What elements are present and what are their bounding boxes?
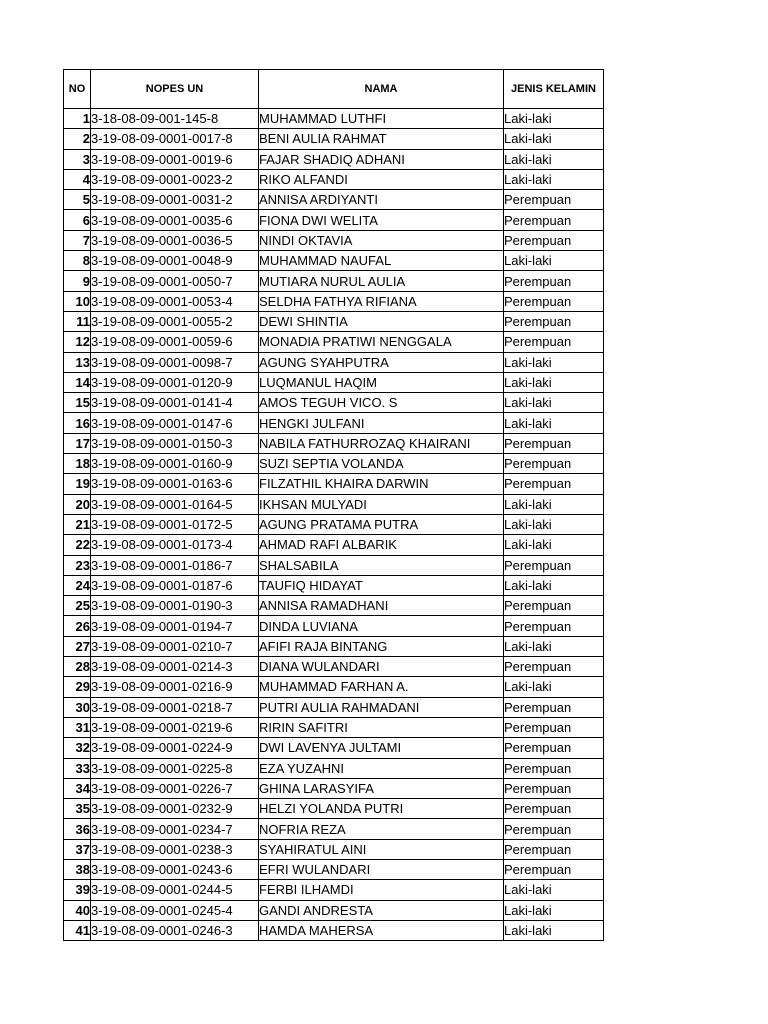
row-nama-cell: SUZI SEPTIA VOLANDA [259,454,504,474]
table-row [64,109,604,129]
table-row [64,677,604,697]
row-nopes-cell: 3-19-08-09-0001-0053-4 [91,291,259,311]
row-jenis-kelamin-cell: Perempuan [504,210,604,230]
row-nopes-cell: 3-19-08-09-0001-0214-3 [91,657,259,677]
row-no-cell: 28 [64,657,91,677]
row-nopes-cell: 3-19-08-09-0001-0245-4 [91,900,259,920]
row-jenis-kelamin-cell: Perempuan [504,758,604,778]
row-no-cell: 39 [64,880,91,900]
row-nopes-cell: 3-19-08-09-0001-0050-7 [91,271,259,291]
row-no-cell: 25 [64,596,91,616]
row-no-cell: 18 [64,454,91,474]
row-nama-cell: GHINA LARASYIFA [259,778,504,798]
row-nopes-cell: 3-19-08-09-0001-0173-4 [91,535,259,555]
table-row [64,636,604,656]
row-jenis-kelamin-cell: Laki-laki [504,920,604,940]
row-no-cell: 11 [64,311,91,331]
row-nama-cell: AHMAD RAFI ALBARIK [259,535,504,555]
row-nopes-cell: 3-19-08-09-0001-0164-5 [91,494,259,514]
table-row [64,717,604,737]
row-nama-cell: NABILA FATHURROZAQ KHAIRANI [259,433,504,453]
table-row [64,819,604,839]
table-row [64,758,604,778]
row-nopes-cell: 3-19-08-09-0001-0163-6 [91,474,259,494]
table-header [64,70,604,109]
row-jenis-kelamin-cell: Perempuan [504,311,604,331]
table-row [64,129,604,149]
table-row [64,839,604,859]
row-jenis-kelamin-cell: Perempuan [504,778,604,798]
table-row [64,575,604,595]
row-no-cell: 13 [64,352,91,372]
row-no-cell: 41 [64,920,91,940]
table-row [64,859,604,879]
row-no-cell: 4 [64,169,91,189]
row-jenis-kelamin-cell: Laki-laki [504,372,604,392]
table-row [64,474,604,494]
row-jenis-kelamin-cell: Perempuan [504,799,604,819]
row-jenis-kelamin-cell: Laki-laki [504,169,604,189]
table-row [64,230,604,250]
table-row [64,291,604,311]
row-nama-cell: LUQMANUL HAQIM [259,372,504,392]
row-jenis-kelamin-cell: Laki-laki [504,900,604,920]
row-nopes-cell: 3-19-08-09-0001-0218-7 [91,697,259,717]
row-jenis-kelamin-cell: Perempuan [504,291,604,311]
row-nopes-cell: 3-19-08-09-0001-0187-6 [91,575,259,595]
table-row [64,413,604,433]
row-nopes-cell: 3-19-08-09-0001-0216-9 [91,677,259,697]
row-nama-cell: HENGKI JULFANI [259,413,504,433]
row-nama-cell: DINDA LUVIANA [259,616,504,636]
row-jenis-kelamin-cell: Laki-laki [504,514,604,534]
row-jenis-kelamin-cell: Perempuan [504,433,604,453]
row-nama-cell: HAMDA MAHERSA [259,920,504,940]
row-nopes-cell: 3-19-08-09-0001-0219-6 [91,717,259,737]
row-jenis-kelamin-cell: Laki-laki [504,413,604,433]
row-no-cell: 16 [64,413,91,433]
table-row [64,311,604,331]
row-nopes-cell: 3-19-08-09-0001-0224-9 [91,738,259,758]
row-nama-cell: RIKO ALFANDI [259,169,504,189]
row-nopes-cell: 3-19-08-09-0001-0048-9 [91,251,259,271]
row-no-cell: 17 [64,433,91,453]
row-no-cell: 26 [64,616,91,636]
row-nopes-cell: 3-19-08-09-0001-0141-4 [91,393,259,413]
row-no-cell: 20 [64,494,91,514]
row-nama-cell: ANNISA RAMADHANI [259,596,504,616]
table-row [64,271,604,291]
row-jenis-kelamin-cell: Perempuan [504,474,604,494]
row-nama-cell: MONADIA PRATIWI NENGGALA [259,332,504,352]
row-nopes-cell: 3-19-08-09-0001-0246-3 [91,920,259,940]
row-nama-cell: DEWI SHINTIA [259,311,504,331]
row-jenis-kelamin-cell: Perempuan [504,190,604,210]
header-nopes-un: NOPES UN [91,70,259,109]
table-row [64,149,604,169]
header-jenis-kelamin: JENIS KELAMIN [504,70,604,109]
header-no: NO [64,70,91,109]
table-row [64,251,604,271]
row-jenis-kelamin-cell: Laki-laki [504,575,604,595]
table-row [64,494,604,514]
row-nama-cell: HELZI YOLANDA PUTRI [259,799,504,819]
table-row [64,657,604,677]
row-jenis-kelamin-cell: Perempuan [504,271,604,291]
row-no-cell: 3 [64,149,91,169]
row-no-cell: 35 [64,799,91,819]
row-jenis-kelamin-cell: Perempuan [504,555,604,575]
row-nama-cell: FAJAR SHADIQ ADHANI [259,149,504,169]
row-nama-cell: FIONA DWI WELITA [259,210,504,230]
table-row [64,332,604,352]
row-no-cell: 19 [64,474,91,494]
row-nama-cell: MUHAMMAD NAUFAL [259,251,504,271]
table-row [64,352,604,372]
row-nama-cell: TAUFIQ HIDAYAT [259,575,504,595]
row-jenis-kelamin-cell: Laki-laki [504,251,604,271]
table-row [64,454,604,474]
row-jenis-kelamin-cell: Laki-laki [504,636,604,656]
row-jenis-kelamin-cell: Perempuan [504,616,604,636]
row-no-cell: 6 [64,210,91,230]
row-nama-cell: SYAHIRATUL AINI [259,839,504,859]
table-row [64,880,604,900]
row-nopes-cell: 3-19-08-09-0001-0160-9 [91,454,259,474]
header-row [64,70,604,109]
row-nopes-cell: 3-19-08-09-0001-0147-6 [91,413,259,433]
table-row [64,555,604,575]
table-row [64,616,604,636]
row-nama-cell: MUHAMMAD LUTHFI [259,109,504,129]
row-no-cell: 27 [64,636,91,656]
row-nopes-cell: 3-19-08-09-0001-0120-9 [91,372,259,392]
row-jenis-kelamin-cell: Laki-laki [504,352,604,372]
row-nama-cell: RIRIN SAFITRI [259,717,504,737]
row-no-cell: 31 [64,717,91,737]
row-no-cell: 12 [64,332,91,352]
row-nama-cell: GANDI ANDRESTA [259,900,504,920]
row-nopes-cell: 3-19-08-09-0001-0035-6 [91,210,259,230]
row-jenis-kelamin-cell: Laki-laki [504,494,604,514]
row-nama-cell: AGUNG SYAHPUTRA [259,352,504,372]
row-nama-cell: MUHAMMAD FARHAN A. [259,677,504,697]
row-no-cell: 34 [64,778,91,798]
row-nopes-cell: 3-19-08-09-0001-0172-5 [91,514,259,534]
row-nopes-cell: 3-19-08-09-0001-0234-7 [91,819,259,839]
row-nopes-cell: 3-19-08-09-0001-0238-3 [91,839,259,859]
row-nama-cell: NINDI OKTAVIA [259,230,504,250]
row-jenis-kelamin-cell: Perempuan [504,596,604,616]
row-nama-cell: SELDHA FATHYA RIFIANA [259,291,504,311]
table-row [64,514,604,534]
row-nama-cell: IKHSAN MULYADI [259,494,504,514]
row-jenis-kelamin-cell: Perempuan [504,332,604,352]
row-no-cell: 10 [64,291,91,311]
row-nama-cell: PUTRI AULIA RAHMADANI [259,697,504,717]
row-nopes-cell: 3-19-08-09-0001-0190-3 [91,596,259,616]
row-jenis-kelamin-cell: Laki-laki [504,880,604,900]
row-no-cell: 21 [64,514,91,534]
table-row [64,169,604,189]
row-nama-cell: EZA YUZAHNI [259,758,504,778]
row-nopes-cell: 3-19-08-09-0001-0036-5 [91,230,259,250]
row-jenis-kelamin-cell: Perempuan [504,717,604,737]
row-no-cell: 29 [64,677,91,697]
row-nama-cell: FILZATHIL KHAIRA DARWIN [259,474,504,494]
row-nama-cell: FERBI ILHAMDI [259,880,504,900]
row-no-cell: 14 [64,372,91,392]
row-nopes-cell: 3-19-08-09-0001-0017-8 [91,129,259,149]
table-row [64,738,604,758]
row-jenis-kelamin-cell: Laki-laki [504,149,604,169]
row-no-cell: 5 [64,190,91,210]
row-nopes-cell: 3-19-08-09-0001-0232-9 [91,799,259,819]
row-no-cell: 9 [64,271,91,291]
row-nama-cell: SHALSABILA [259,555,504,575]
header-nama: NAMA [259,70,504,109]
row-nopes-cell: 3-19-08-09-0001-0031-2 [91,190,259,210]
row-no-cell: 36 [64,819,91,839]
row-no-cell: 40 [64,900,91,920]
row-no-cell: 8 [64,251,91,271]
row-jenis-kelamin-cell: Perempuan [504,657,604,677]
row-nama-cell: AMOS TEGUH VICO. S [259,393,504,413]
row-no-cell: 2 [64,129,91,149]
row-no-cell: 15 [64,393,91,413]
row-nopes-cell: 3-19-08-09-0001-0210-7 [91,636,259,656]
table-row [64,900,604,920]
row-nopes-cell: 3-19-08-09-0001-0226-7 [91,778,259,798]
row-nama-cell: ANNISA ARDIYANTI [259,190,504,210]
row-nama-cell: EFRI WULANDARI [259,859,504,879]
table-row [64,393,604,413]
row-nopes-cell: 3-19-08-09-0001-0244-5 [91,880,259,900]
table-row [64,799,604,819]
row-no-cell: 38 [64,859,91,879]
row-nopes-cell: 3-19-08-09-0001-0150-3 [91,433,259,453]
row-nopes-cell: 3-19-08-09-0001-0194-7 [91,616,259,636]
row-jenis-kelamin-cell: Perempuan [504,859,604,879]
row-no-cell: 24 [64,575,91,595]
row-no-cell: 22 [64,535,91,555]
table-row [64,596,604,616]
row-jenis-kelamin-cell: Laki-laki [504,535,604,555]
row-jenis-kelamin-cell: Perempuan [504,697,604,717]
table-row [64,190,604,210]
row-jenis-kelamin-cell: Perempuan [504,454,604,474]
table-row [64,210,604,230]
row-nopes-cell: 3-19-08-09-0001-0023-2 [91,169,259,189]
row-no-cell: 32 [64,738,91,758]
row-nama-cell: BENI AULIA RAHMAT [259,129,504,149]
row-nopes-cell: 3-19-08-09-0001-0098-7 [91,352,259,372]
row-nopes-cell: 3-19-08-09-0001-0186-7 [91,555,259,575]
row-no-cell: 37 [64,839,91,859]
row-no-cell: 30 [64,697,91,717]
table-row [64,372,604,392]
table-row [64,920,604,940]
table-row [64,535,604,555]
row-jenis-kelamin-cell: Perempuan [504,819,604,839]
row-nopes-cell: 3-19-08-09-0001-0019-6 [91,149,259,169]
row-nama-cell: DIANA WULANDARI [259,657,504,677]
row-nama-cell: NOFRIA REZA [259,819,504,839]
table-row [64,433,604,453]
row-nama-cell: DWI LAVENYA JULTAMI [259,738,504,758]
row-nopes-cell: 3-19-08-09-0001-0243-6 [91,859,259,879]
row-jenis-kelamin-cell: Laki-laki [504,393,604,413]
row-no-cell: 7 [64,230,91,250]
table-row [64,697,604,717]
row-nopes-cell: 3-19-08-09-0001-0055-2 [91,311,259,331]
row-nopes-cell: 3-19-08-09-0001-0225-8 [91,758,259,778]
row-jenis-kelamin-cell: Perempuan [504,839,604,859]
row-no-cell: 23 [64,555,91,575]
row-jenis-kelamin-cell: Perempuan [504,738,604,758]
row-no-cell: 1 [64,109,91,129]
row-nopes-cell: 3-18-08-09-001-145-8 [91,109,259,129]
row-no-cell: 33 [64,758,91,778]
student-table [63,69,604,941]
row-nama-cell: AFIFI RAJA BINTANG [259,636,504,656]
row-jenis-kelamin-cell: Laki-laki [504,109,604,129]
table-row [64,778,604,798]
table-body [64,109,604,941]
row-nama-cell: AGUNG PRATAMA PUTRA [259,514,504,534]
row-nopes-cell: 3-19-08-09-0001-0059-6 [91,332,259,352]
row-jenis-kelamin-cell: Perempuan [504,230,604,250]
row-jenis-kelamin-cell: Laki-laki [504,677,604,697]
row-jenis-kelamin-cell: Laki-laki [504,129,604,149]
row-nama-cell: MUTIARA NURUL AULIA [259,271,504,291]
